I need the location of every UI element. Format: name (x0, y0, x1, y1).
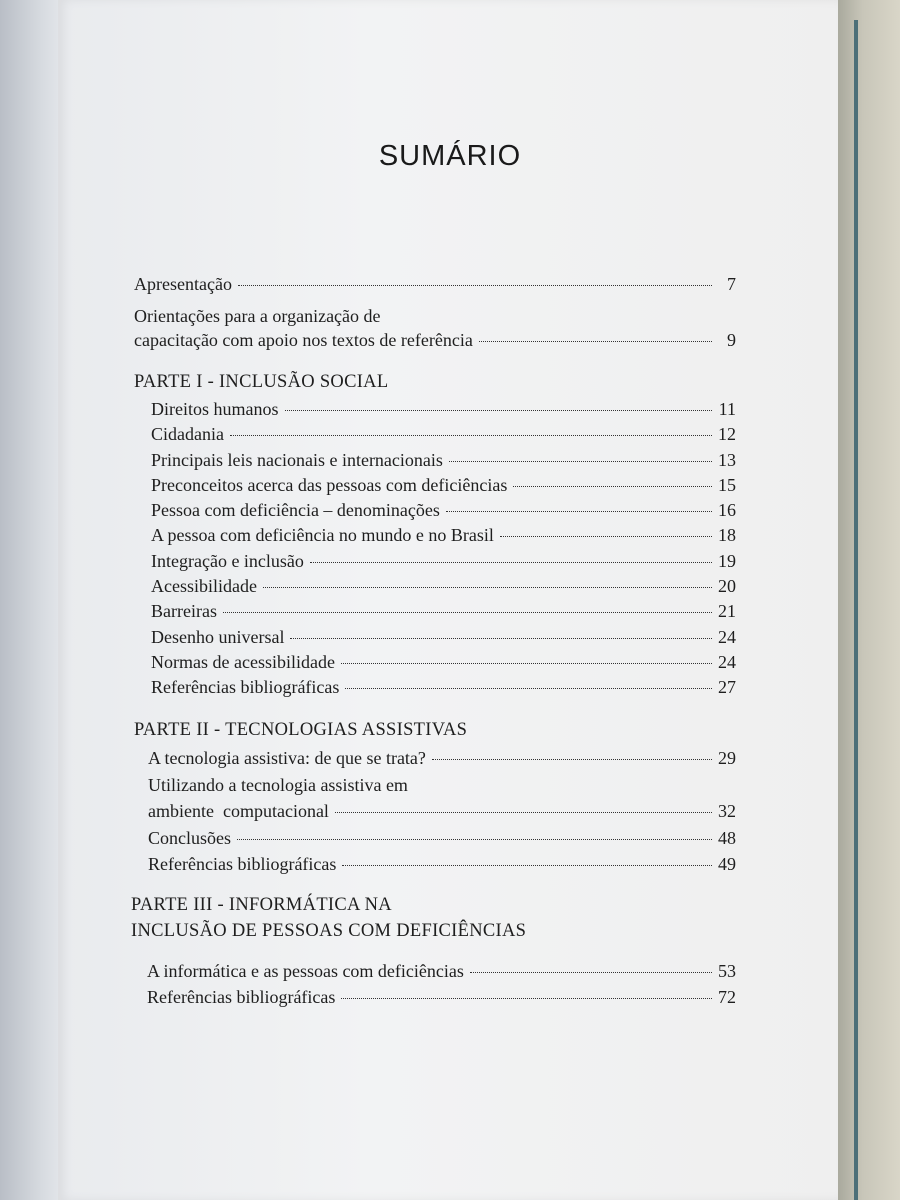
toc-entry-label: Pessoa com deficiência – denominações (151, 500, 440, 520)
toc-entry-page: 29 (718, 748, 736, 768)
toc-entry-page: 15 (718, 475, 736, 495)
toc-entry-page: 16 (718, 500, 736, 520)
leader-dots (449, 461, 712, 462)
right-page-edge (838, 0, 900, 1200)
toc-entry-apresentacao[interactable] (134, 272, 736, 296)
toc-entry-label: Direitos humanos (151, 399, 279, 419)
leader-dots (479, 341, 712, 342)
toc-entry-label: Principais leis nacionais e internacionais (151, 450, 443, 470)
toc-entry-label: Referências bibliográficas (148, 854, 337, 874)
toc-entry-page: 48 (718, 828, 736, 848)
toc-entry-label: Referências bibliográficas (147, 987, 336, 1007)
toc-entry-page: 20 (718, 576, 736, 596)
book-cover-edge (854, 20, 858, 1200)
toc-entry-orientacoes[interactable] (134, 328, 736, 352)
toc-entry-label: Cidadania (151, 424, 224, 444)
toc-entry[interactable] (151, 675, 736, 699)
toc-entry-page: 19 (718, 551, 736, 571)
part-heading: PARTE I - INCLUSÃO SOCIAL (134, 372, 389, 392)
toc-entry-label: ambiente computacional (148, 801, 329, 821)
toc-entry-page: 53 (718, 961, 736, 981)
left-page-edge (0, 0, 60, 1200)
toc-entry-label: Desenho universal (151, 627, 285, 647)
toc-entry[interactable] (148, 746, 736, 770)
toc-entry-label: Normas de acessibilidade (151, 652, 335, 672)
leader-dots (470, 972, 712, 973)
toc-entry[interactable] (147, 985, 736, 1009)
toc-entry-label: Conclusões (148, 828, 231, 848)
toc-entry[interactable] (151, 473, 736, 497)
toc-entry-label: A informática e as pessoas com deficiências (147, 961, 464, 981)
leader-dots (342, 865, 712, 866)
leader-dots (238, 285, 712, 286)
toc-entry[interactable] (151, 448, 736, 472)
toc-entry-page: 18 (718, 525, 736, 545)
leader-dots (432, 759, 712, 760)
toc-entry-label: Acessibilidade (151, 576, 257, 596)
toc-entry[interactable] (151, 599, 736, 623)
toc-entry-page: 32 (718, 801, 736, 821)
toc-entry-label-line1: Orientações para a organização de (134, 306, 381, 326)
leader-dots (237, 839, 712, 840)
toc-entry-label: Referências bibliográficas (151, 677, 340, 697)
toc-entry-page: 7 (727, 274, 736, 294)
leader-dots (513, 486, 712, 487)
page-title: SUMÁRIO (378, 140, 522, 172)
toc-entry-label-line1: Utilizando a tecnologia assistiva em (148, 775, 408, 795)
leader-dots (341, 663, 712, 664)
toc-entry[interactable] (151, 498, 736, 522)
toc-entry[interactable] (148, 826, 736, 850)
toc-entry-page: 9 (727, 330, 736, 350)
toc-entry[interactable] (151, 422, 736, 446)
toc-entry-page: 27 (718, 677, 736, 697)
leader-dots (290, 638, 712, 639)
part-heading: PARTE III - INFORMÁTICA NA (131, 895, 392, 915)
toc-entry[interactable] (148, 852, 736, 876)
toc-entry-label: Integração e inclusão (151, 551, 304, 571)
leader-dots (335, 812, 712, 813)
toc-entry-page: 24 (718, 627, 736, 647)
toc-entry-label: Apresentação (134, 274, 232, 294)
leader-dots (500, 536, 712, 537)
toc-entry-page: 13 (718, 450, 736, 470)
toc-entry-label: capacitação com apoio nos textos de referência (134, 330, 473, 350)
toc-entry[interactable] (148, 799, 736, 823)
toc-entry-page: 24 (718, 652, 736, 672)
toc-entry-page: 49 (718, 854, 736, 874)
toc-entry[interactable] (151, 574, 736, 598)
toc-entry-label: Barreiras (151, 601, 217, 621)
part-heading-line2: INCLUSÃO DE PESSOAS COM DEFICIÊNCIAS (131, 921, 527, 941)
toc-entry[interactable] (147, 959, 736, 983)
leader-dots (223, 612, 712, 613)
toc-entry-label: A tecnologia assistiva: de que se trata? (148, 748, 426, 768)
leader-dots (345, 688, 712, 689)
toc-entry[interactable] (151, 625, 736, 649)
toc-entry-page: 21 (718, 601, 736, 621)
toc-entry-page: 11 (718, 399, 736, 419)
leader-dots (230, 435, 712, 436)
toc-entry-label: Preconceitos acerca das pessoas com deficiências (151, 475, 508, 495)
part-heading: PARTE II - TECNOLOGIAS ASSISTIVAS (134, 720, 468, 740)
toc-entry[interactable] (151, 523, 736, 547)
leader-dots (310, 562, 712, 563)
leader-dots (446, 511, 712, 512)
toc-entry[interactable] (151, 650, 736, 674)
toc-entry-page: 72 (718, 987, 736, 1007)
toc-entry-page: 12 (718, 424, 736, 444)
leader-dots (341, 998, 712, 999)
toc-entry[interactable] (151, 397, 736, 421)
toc-entry[interactable] (151, 549, 736, 573)
leader-dots (263, 587, 712, 588)
leader-dots (285, 410, 713, 411)
toc-entry-label: A pessoa com deficiência no mundo e no Brasil (151, 525, 494, 545)
